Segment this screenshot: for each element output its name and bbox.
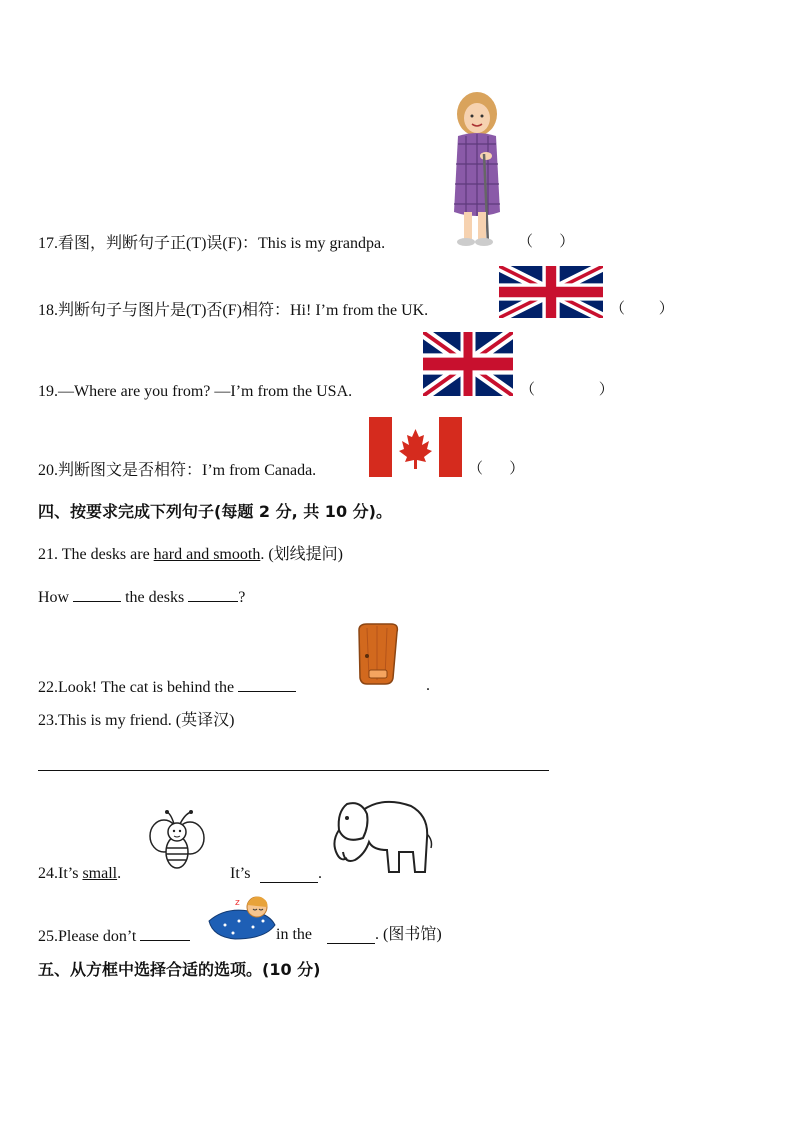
question-22 — [38, 676, 430, 698]
question-19: 19.—Where are you from? —I’m from the USA. — [38, 383, 353, 400]
question-21-answer — [38, 586, 245, 608]
q25-blank-1[interactable] — [140, 925, 190, 941]
q25-blank-2[interactable] — [327, 928, 375, 944]
q21-blank-2[interactable] — [188, 586, 238, 602]
answer-paren-18[interactable]: （ ） — [610, 301, 674, 317]
q22-blank[interactable] — [238, 676, 296, 692]
svg-text:z: z — [235, 898, 240, 908]
sleeping-child-image — [205, 893, 277, 941]
question-25 — [38, 925, 442, 947]
uk-flag-image — [499, 266, 603, 318]
q21-desks: the desks — [121, 589, 189, 606]
q25-part3: . (图书馆) — [375, 926, 442, 943]
answer-paren-20[interactable]: （ ） — [468, 461, 525, 477]
canada-flag-image — [369, 417, 462, 477]
section-5-title: 五、从方框中选择合适的选项。(10 分) — [38, 960, 321, 979]
question-18: 18.判断句子与图片是(T)否(F)相符：Hi! I’m from the UK. — [38, 302, 429, 319]
q21-underlined: hard and smooth — [153, 546, 261, 563]
bee-image — [147, 808, 207, 878]
section-4-title: 四、按要求完成下列句子(每题 2 分, 共 10 分)。 — [38, 502, 392, 521]
q25-part1: 25.Please don’t — [38, 928, 141, 945]
question-23: 23.This is my friend. (英译汉) — [38, 712, 235, 729]
door-image — [355, 622, 401, 686]
question-17: 17.看图，判断句子正(T)误(F)：This is my grandpa. — [38, 235, 386, 252]
q24-part2: . — [117, 865, 122, 882]
q24-part1: 24.It’s — [38, 865, 83, 882]
question-24 — [38, 864, 322, 884]
question-21 — [38, 545, 343, 565]
grandma-image — [444, 84, 510, 250]
q22-end: . — [426, 677, 430, 694]
q21-qmark: ? — [238, 589, 246, 606]
q21-suffix: . (划线提问) — [260, 546, 343, 563]
q24-part3: It’s — [230, 865, 251, 882]
q22-text: 22.Look! The cat is behind the — [38, 679, 239, 696]
q24-underlined: small — [82, 865, 118, 882]
answer-paren-19[interactable]: （ ） — [520, 382, 614, 398]
q21-blank-1[interactable] — [73, 586, 121, 602]
q23-answer-line[interactable] — [38, 770, 549, 771]
q24-blank[interactable] — [260, 867, 318, 883]
uk-flag-image-2 — [423, 332, 513, 396]
q21-prefix: 21. The desks are — [38, 546, 154, 563]
answer-paren-17[interactable]: （ ） — [518, 234, 575, 250]
q24-part4: . — [318, 865, 322, 882]
q21-how: How — [38, 589, 74, 606]
q25-part2: in the — [276, 926, 312, 943]
elephant-image — [333, 790, 433, 878]
question-20: 20.判断图文是否相符：I’m from Canada. — [38, 462, 317, 479]
